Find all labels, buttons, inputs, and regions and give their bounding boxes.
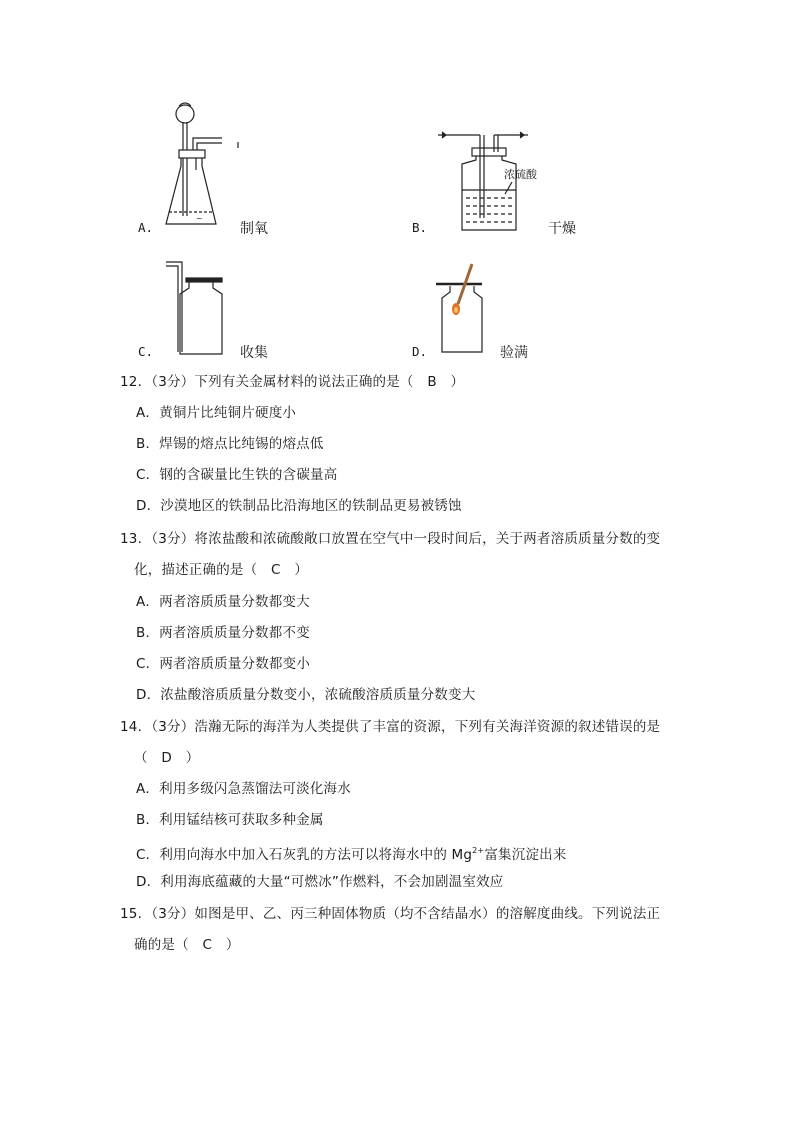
question-13-option-d: D．浓盐酸溶质质量分数变小，浓硫酸溶质质量分数变大: [136, 687, 476, 703]
question-14-stem-line2: （ D ）: [134, 750, 200, 766]
svg-text:~: ~: [196, 214, 203, 223]
figure-c-caption: 收集: [240, 345, 268, 361]
magnesium-ion-charge: 2+: [472, 846, 485, 855]
figure-a-caption: 制氧: [240, 221, 268, 237]
question-13-option-a: A．两者溶质质量分数都变大: [136, 594, 310, 610]
figure-c-letter: C.: [138, 344, 154, 359]
question-12-option-b: B．焊锡的熔点比纯锡的熔点低: [136, 436, 324, 452]
question-13-stem-line2: 化，描述正确的是（ C ）: [134, 562, 309, 578]
question-15-stem-line1: 15．（3分）如图是甲、乙、丙三种固体物质（均不含结晶水）的溶解度曲线。下列说法正: [120, 906, 661, 922]
question-13-option-c: C．两者溶质质量分数都变小: [136, 656, 311, 672]
question-14-option-a: A．利用多级闪急蒸馏法可淡化海水: [136, 781, 351, 797]
question-12-option-a: A．黄铜片比纯铜片硬度小: [136, 405, 297, 421]
question-13-option-b: B．两者溶质质量分数都不变: [136, 625, 310, 641]
question-13-stem-line1: 13．（3分）将浓盐酸和浓硫酸敞口放置在空气中一段时间后，关于两者溶质质量分数的变: [120, 531, 661, 547]
figure-d-full-check: [432, 262, 502, 356]
figure-a-oxygen-apparatus: [160, 100, 250, 240]
question-14-option-c-tail: 富集沉淀出来: [484, 847, 567, 863]
figure-b-letter: B.: [412, 220, 428, 235]
figure-d-caption: 验满: [500, 345, 528, 361]
question-12-option-d: D．沙漠地区的铁制品比沿海地区的铁制品更易被锈蚀: [136, 498, 462, 514]
question-14-option-c: [136, 842, 567, 864]
figure-b-caption: 干燥: [548, 221, 576, 237]
question-14-stem-line1: 14．（3分）浩瀚无际的海洋为人类提供了丰富的资源，下列有关海洋资源的叙述错误的是: [120, 719, 661, 735]
figure-c-collection-bottle: [164, 258, 234, 358]
question-12-stem: 12．（3分）下列有关金属材料的说法正确的是（ B ）: [120, 374, 465, 390]
question-14-option-c-text: C．利用向海水中加入石灰乳的方法可以将海水中的 Mg: [136, 847, 473, 863]
figure-d-letter: D.: [412, 344, 428, 359]
question-12-option-c: C．钢的含碳量比生铁的含碳量高: [136, 467, 338, 483]
question-15-stem-line2: 确的是（ C ）: [134, 937, 240, 953]
question-14-option-d: D．利用海底蕴藏的大量“可燃冰”作燃料，不会加剧温室效应: [136, 874, 504, 890]
question-14-option-b: B．利用锰结核可获取多种金属: [136, 812, 324, 828]
figure-b-acid-tag: 浓硫酸: [504, 168, 537, 181]
figure-a-letter: A.: [138, 220, 154, 235]
